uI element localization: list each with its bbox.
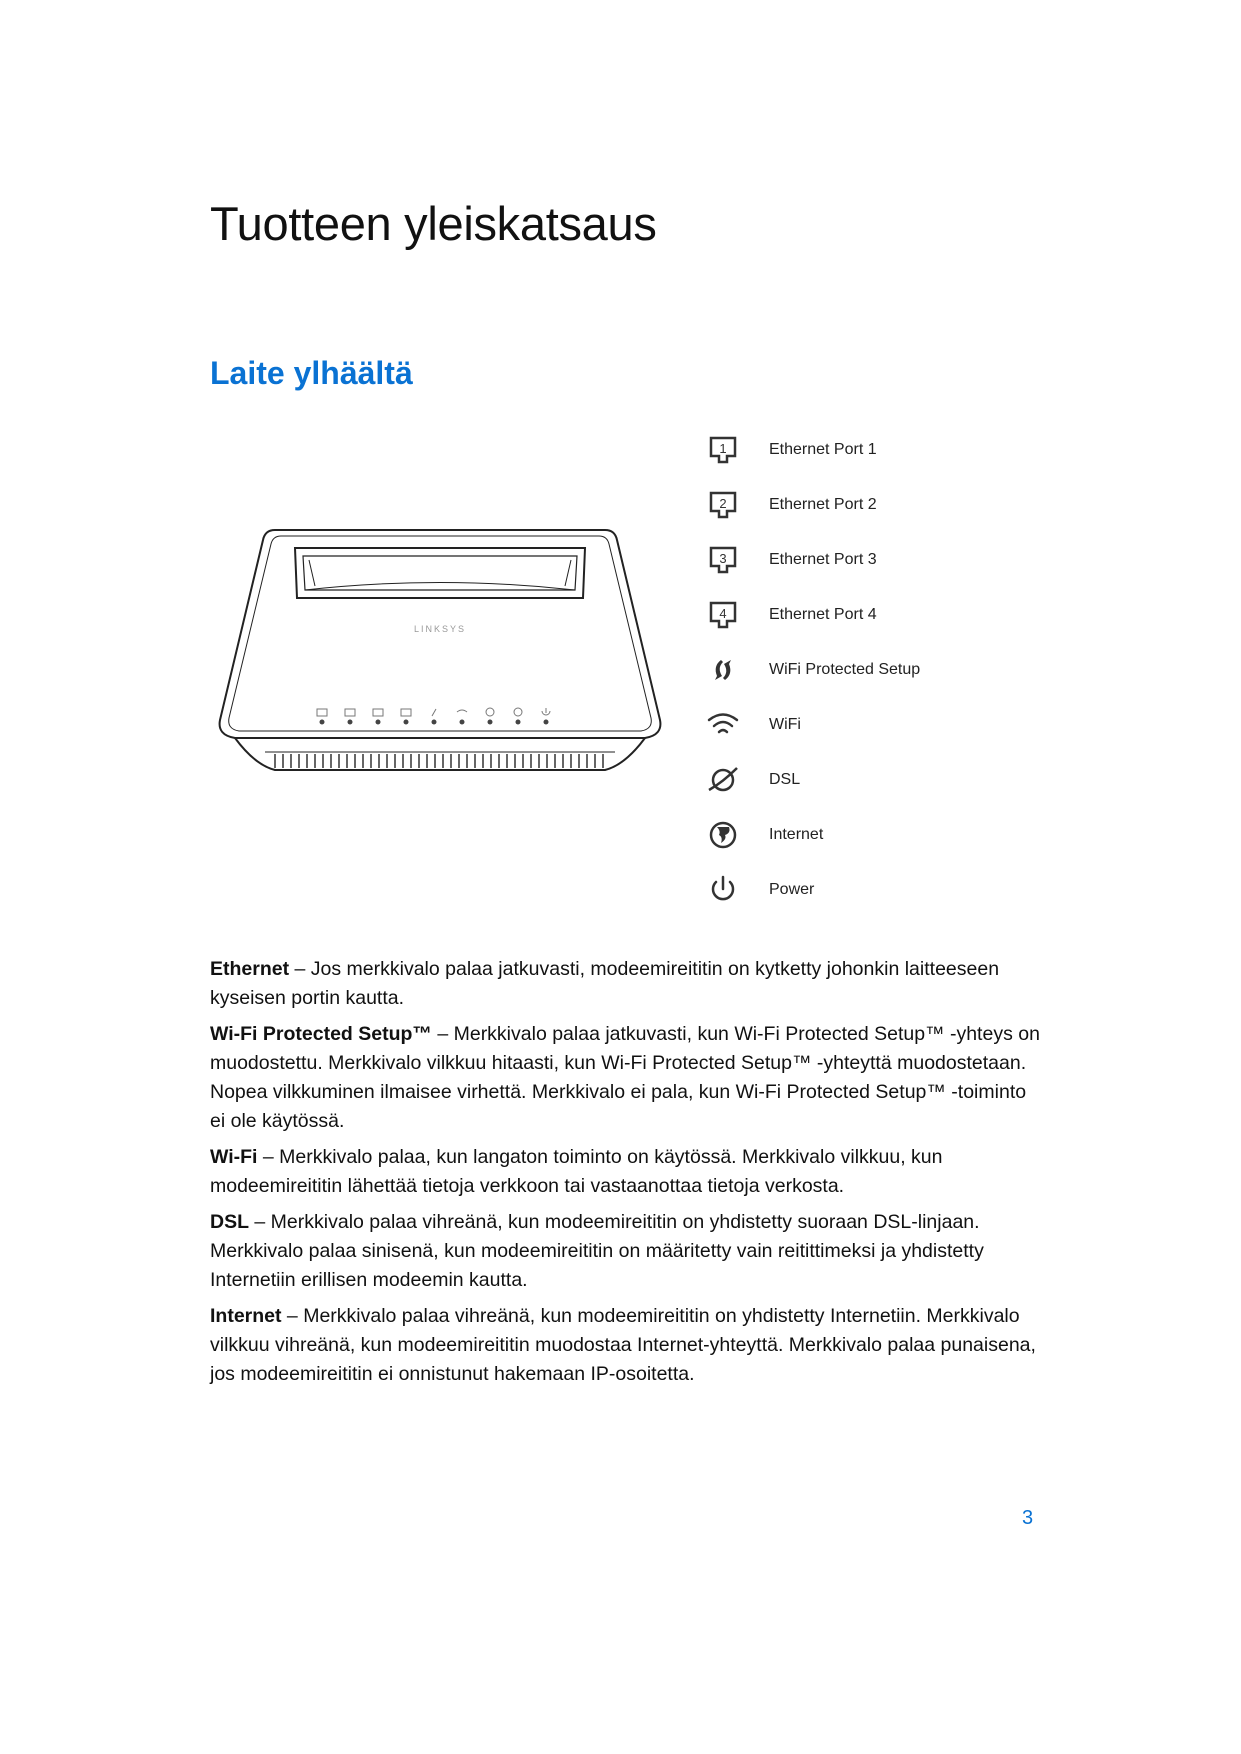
description-term: Internet bbox=[210, 1305, 282, 1327]
ethernet-port-2-icon bbox=[705, 487, 741, 523]
router-led-icons bbox=[317, 708, 550, 716]
legend-item-ethernet-2 bbox=[705, 485, 877, 525]
power-icon bbox=[705, 872, 741, 908]
description-dsl bbox=[210, 1208, 1040, 1295]
legend-item-ethernet-1 bbox=[705, 430, 877, 470]
ethernet-port-3-icon bbox=[705, 542, 741, 578]
description-text: – Jos merkkivalo palaa jatkuvasti, modeemireititin on kytketty johonkin laitteeseen kyseisen portin kautta. bbox=[210, 958, 1000, 1009]
router-drawing bbox=[205, 520, 675, 800]
legend-label: Ethernet Port 4 bbox=[769, 606, 877, 623]
legend-label: WiFi Protected Setup bbox=[769, 661, 921, 678]
description-ethernet bbox=[210, 955, 1040, 1013]
description-term: Wi-Fi Protected Setup™ bbox=[210, 1023, 432, 1045]
description-term: Wi-Fi bbox=[210, 1146, 258, 1168]
svg-text:2: 2 bbox=[719, 496, 727, 511]
led-descriptions bbox=[210, 955, 1040, 1396]
description-internet bbox=[210, 1302, 1040, 1389]
wps-icon bbox=[705, 652, 741, 688]
legend-label: Ethernet Port 1 bbox=[769, 441, 877, 458]
router-illustration bbox=[205, 520, 675, 800]
router-brand-text: LINKSYS bbox=[413, 624, 467, 634]
legend-item-dsl bbox=[705, 760, 801, 800]
page-number: 3 bbox=[1022, 1507, 1034, 1529]
description-wifi bbox=[210, 1143, 1040, 1201]
legend-item-wps bbox=[705, 650, 921, 690]
description-text: – Merkkivalo palaa, kun langaton toiminto on käytössä. Merkkivalo vilkkuu, kun modeemireititin lähettää tietoja verkkoon tai vastaanottaa tietoja verkosta. bbox=[210, 1146, 943, 1197]
legend-label: Ethernet Port 2 bbox=[769, 496, 877, 513]
legend-item-wifi bbox=[705, 705, 801, 745]
legend-item-power bbox=[705, 870, 815, 910]
legend-label: Internet bbox=[769, 826, 824, 843]
description-text: – Merkkivalo palaa vihreänä, kun modeemireititin on yhdistetty suoraan DSL-linjaan. Merkkivalo palaa sinisenä, kun modeemireititin on määritetty vain reitittimeksi ja yhdistetty Internetiin erillisen modeemin kautta. bbox=[210, 1211, 984, 1291]
description-text: – Merkkivalo palaa vihreänä, kun modeemireititin on yhdistetty Internetiin. Merkkivalo vilkkuu vihreänä, kun modeemireititin muodostaa Internet-yhteyttä. Merkkivalo palaa punaisena, jos modeemireititin ei onnistunut hakemaan IP-osoitetta. bbox=[210, 1305, 1036, 1385]
section-heading: Laite ylhäältä bbox=[210, 355, 413, 391]
wifi-icon bbox=[705, 707, 741, 743]
router-leds bbox=[320, 720, 549, 725]
ethernet-port-4-icon bbox=[705, 597, 741, 633]
legend-item-ethernet-3 bbox=[705, 540, 877, 580]
vent-slots bbox=[275, 754, 603, 768]
legend-item-ethernet-4 bbox=[705, 595, 877, 635]
legend-label: Ethernet Port 3 bbox=[769, 551, 877, 568]
ethernet-port-1-icon bbox=[705, 432, 741, 468]
internet-icon bbox=[705, 817, 741, 853]
svg-text:3: 3 bbox=[719, 551, 727, 566]
legend-item-internet bbox=[705, 815, 824, 855]
svg-text:1: 1 bbox=[719, 441, 727, 456]
description-term: DSL bbox=[210, 1211, 249, 1233]
dsl-icon bbox=[705, 762, 741, 798]
svg-text:4: 4 bbox=[719, 606, 727, 621]
description-term: Ethernet bbox=[210, 958, 290, 980]
legend-label: WiFi bbox=[769, 716, 801, 733]
legend-label: DSL bbox=[769, 771, 801, 788]
description-text: – Merkkivalo palaa jatkuvasti, kun Wi-Fi Protected Setup™ -yhteys on muodostettu. Merkkivalo vilkkuu hitaasti, kun Wi-Fi Protected Setup™ -yhteyttä muodostetaan. Nopea vilkkuminen ilmaisee virhettä. Merkkivalo ei pala, kun Wi-Fi Protected Setup™ -toiminto ei ole käytössä. bbox=[210, 1023, 1040, 1132]
legend-label: Power bbox=[769, 881, 815, 898]
page-title: Tuotteen yleiskatsaus bbox=[210, 197, 657, 250]
description-wps bbox=[210, 1020, 1040, 1136]
